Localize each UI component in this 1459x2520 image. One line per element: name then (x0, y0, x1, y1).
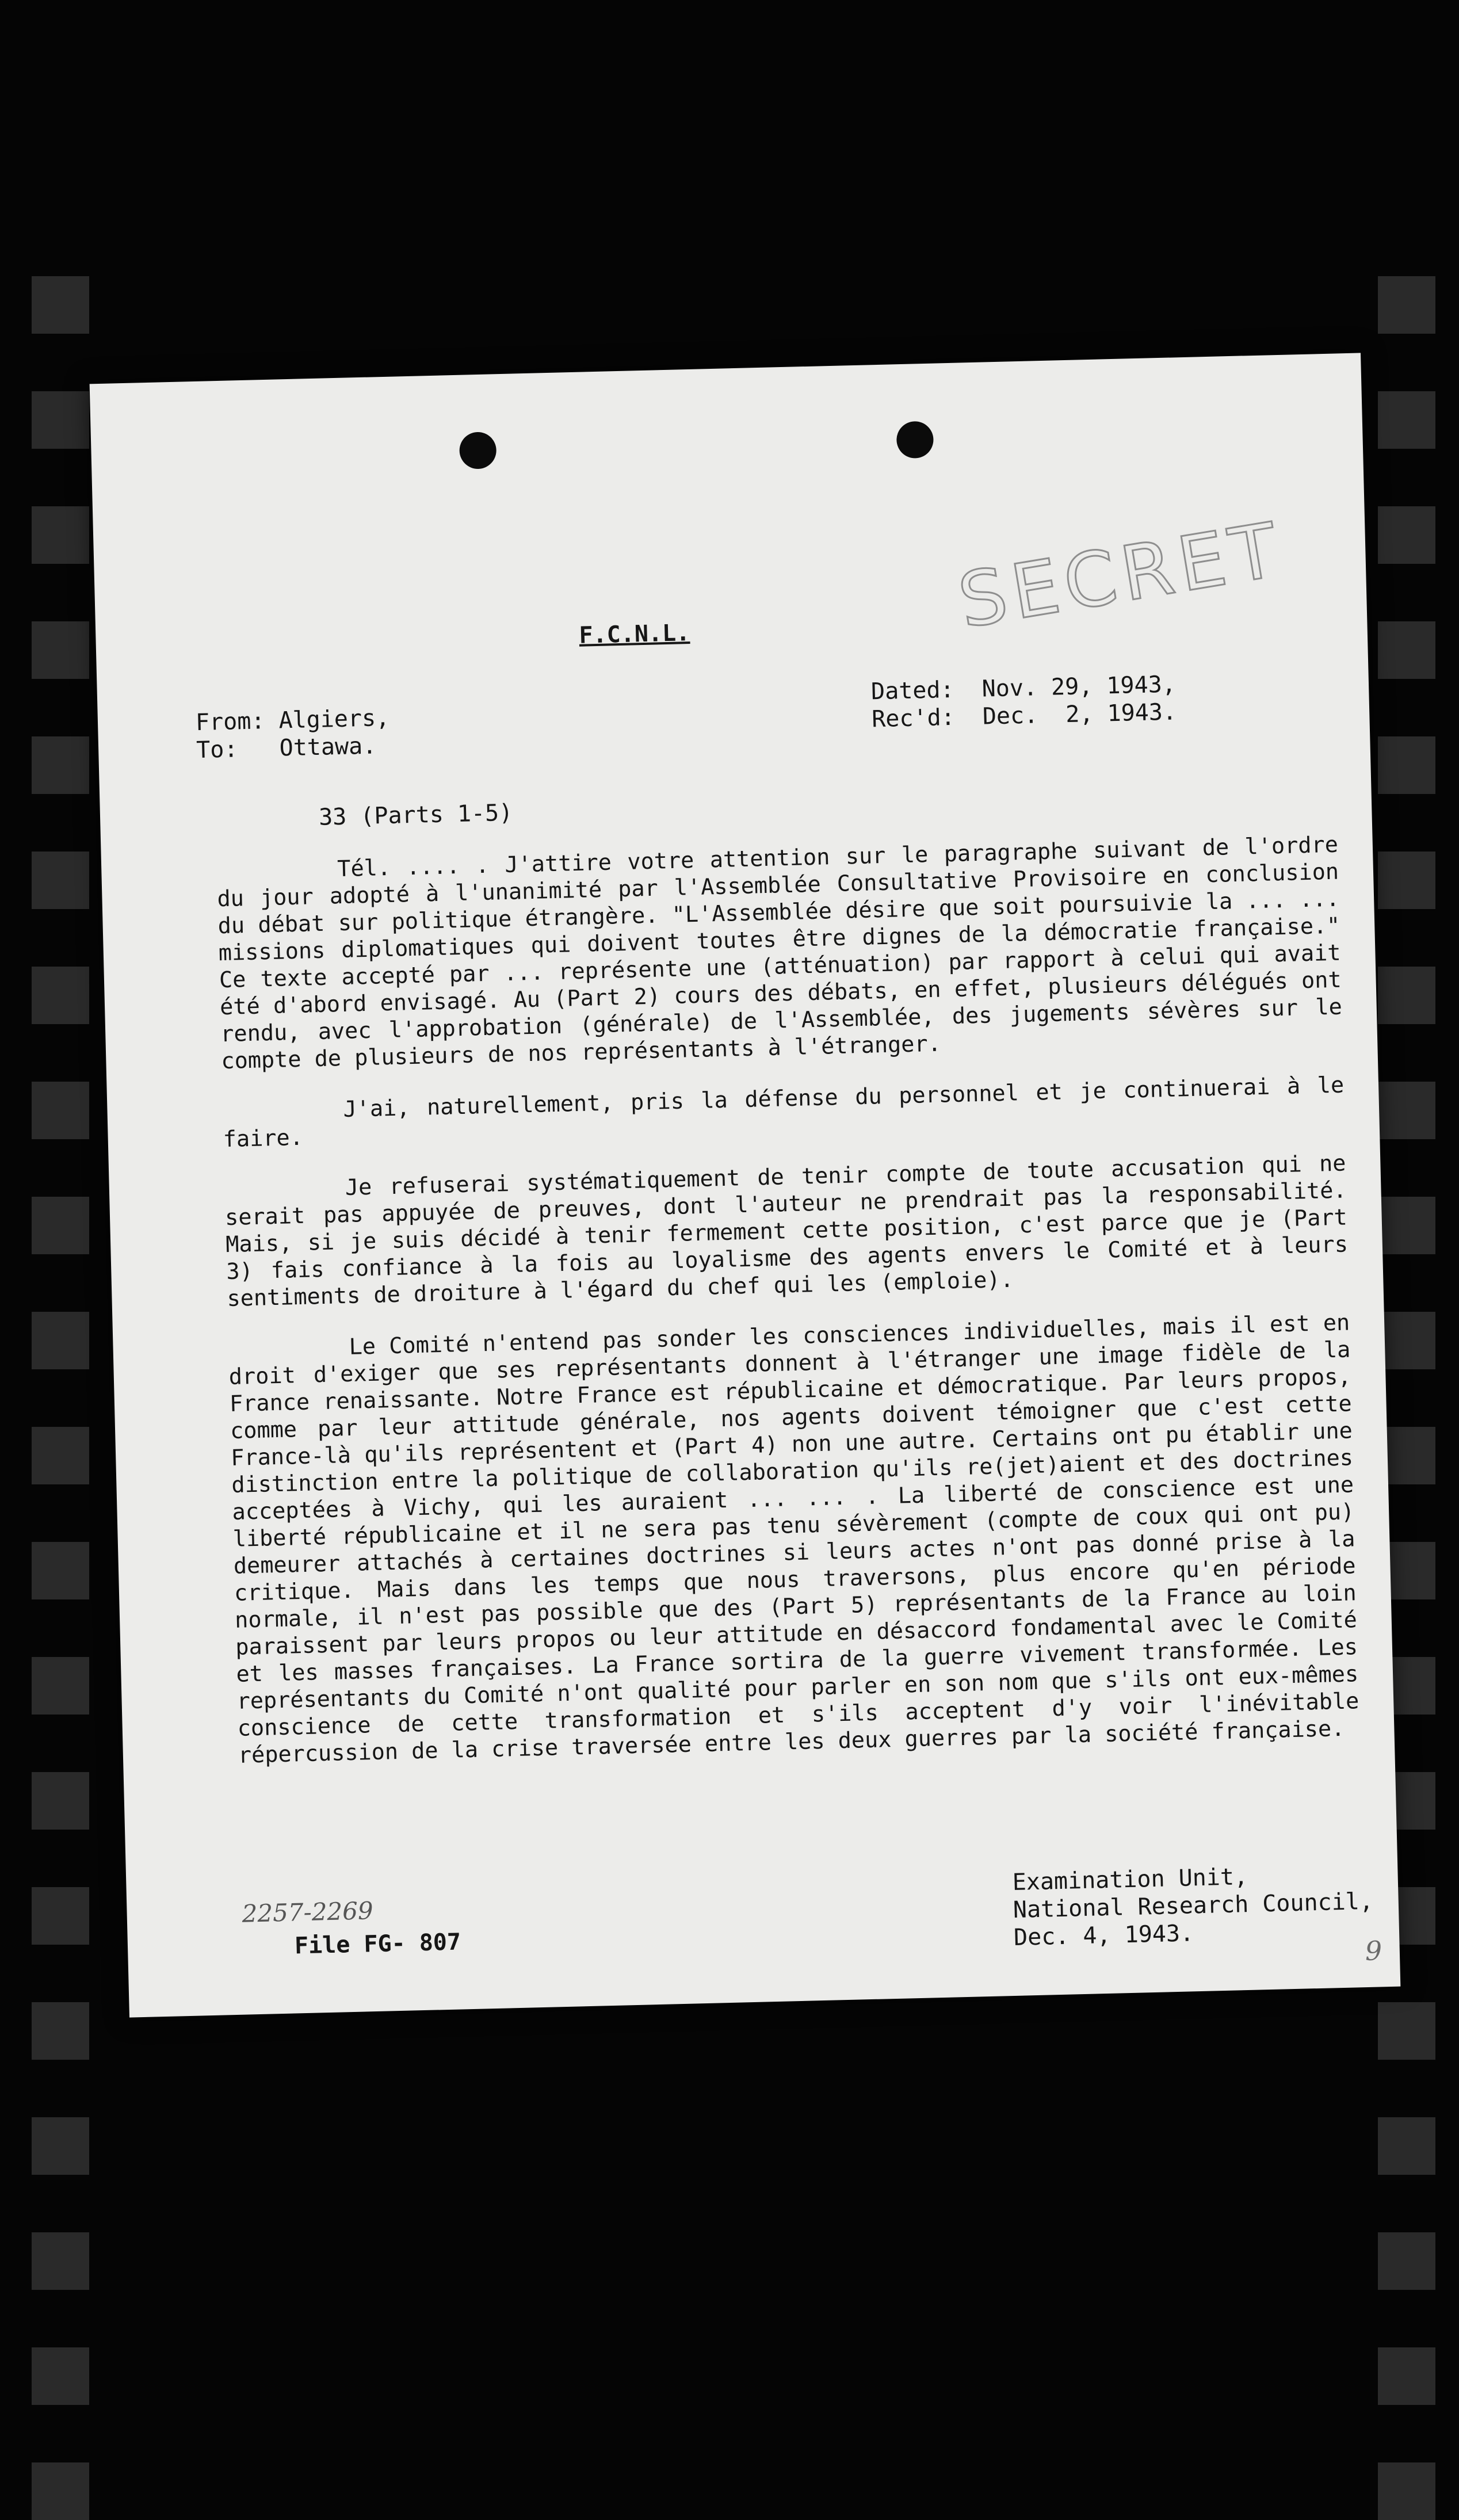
film-sprocket (32, 1887, 89, 1945)
film-sprocket (32, 852, 89, 909)
from-line (196, 705, 390, 736)
film-sprocket (1378, 1082, 1435, 1139)
film-sprocket (32, 1312, 89, 1369)
film-sprocket (32, 1772, 89, 1830)
signature-line-2: National Research Council, (1013, 1888, 1374, 1923)
paragraph: Tél. .... . J'attire votre attention sur le paragraphe suivant de l'ordre du jour adopté à l'unanimité par l'Assemblée Consultative Provisoire en conclusion du débat sur politique étrangère. "L'Assemblée désire que soit poursuivie la ... ... missions diplomatiques qui doivent toutes être dignes de la démocratie française." Ce texte accepté par ... représente une (atténuation) par rapport à celui qui avait été d'abord envisagé. Au (Part 2) cours des débats, en effet, plusieurs délégués ont rendu, avec l'approbation (générale) de l'Assemblée, des jugements sévères sur le compte de plusieurs de nos représentants à l'étranger. (217, 831, 1343, 1075)
film-sprocket (32, 1082, 89, 1139)
film-sprocket (32, 1427, 89, 1484)
document-page (90, 353, 1401, 2017)
film-sprocket (1378, 2117, 1435, 2175)
film-sprocket (32, 2462, 89, 2520)
film-sprocket (1378, 2002, 1435, 2060)
from-label: From: (195, 708, 266, 736)
message-id: 33 (Parts 1-5) (318, 799, 513, 831)
signature-line-1: Examination Unit, (1012, 1864, 1248, 1896)
film-sprocket (32, 506, 89, 564)
to-line (196, 732, 377, 763)
film-sprocket (1378, 1197, 1435, 1254)
document-title: F.C.N.L. (579, 620, 690, 649)
punch-hole (896, 421, 934, 459)
film-sprocket (32, 276, 89, 334)
film-sprocket (1378, 2462, 1435, 2520)
film-sprocket (32, 1657, 89, 1715)
film-sprocket (32, 736, 89, 794)
dated-label: Dated: (870, 676, 955, 705)
secret-stamp: SECRET (952, 505, 1289, 646)
film-sprocket (32, 967, 89, 1024)
film-sprocket (1378, 967, 1435, 1024)
received-value: Dec. 2, 1943. (982, 698, 1177, 730)
film-sprocket (1378, 506, 1435, 564)
film-sprocket (1378, 2347, 1435, 2405)
film-sprocket (32, 2002, 89, 2060)
film-sprocket (1378, 2232, 1435, 2290)
film-sprocket (32, 1542, 89, 1599)
to-value: Ottawa. (279, 732, 377, 762)
film-sprocket (32, 621, 89, 679)
paragraph: J'ai, naturellement, pris la défense du personnel et je continuerai à le faire. (223, 1072, 1345, 1153)
film-sprocket (32, 1197, 89, 1254)
film-sprocket (1378, 391, 1435, 449)
punch-hole (459, 432, 497, 469)
dated-value: Nov. 29, 1943, (981, 671, 1177, 702)
film-sprocket (1378, 852, 1435, 909)
film-sprocket (32, 391, 89, 449)
film-sprocket (1378, 621, 1435, 679)
film-strip-right (1378, 0, 1435, 2499)
film-sprocket (1378, 276, 1435, 334)
film-sprocket (32, 2117, 89, 2175)
paragraph: Le Comité n'entend pas sonder les consciences individuelles, mais il est en droit d'exiger que ses représentants donnent à l'étranger une image fidèle de la France renaissante. Notre France est républicaine et démocratique. Par leurs propos, comme par leur attitude générale, nos agents doivent témoigner que c'est cette France-là qu'ils représentent et (Part 4) non une autre. Certains ont pu établir une distinction entre la politique de collaboration qu'ils re(jet)aient et des doctrines acceptées à Vichy, qui les auraient ... ... . La liberté de conscience est une liberté républicaine et il ne sera pas tenu sévèrement (compte de coux qui ont pu) demeurer attachés à certaines doctrines si leurs actes n'ont pas donné prise à la critique. Mais dans les temps que nous traversons, plus encore qu'en période normale, il n'est pas possible que des (Part 5) représentants de la France au loin paraissent par leurs propos ou leur attitude en désaccord fondamental avec le Comité et les masses françaises. La France sortira de la guerre vivement transformée. Les représentants du Comité n'ont qualité pour parler en son nom que s'ils ont eux-mêmes conscience de cette transformation et s'ils acceptent d'y voir l'inévitable répercussion de la crise traversée entre les deux guerres par la société française. (228, 1309, 1359, 1769)
film-sprocket (1378, 1312, 1435, 1369)
film-sprocket (1378, 736, 1435, 794)
signature-line-3: Dec. 4, 1943. (1013, 1920, 1194, 1951)
film-sprocket (32, 2347, 89, 2405)
from-value: Algiers, (278, 704, 390, 734)
message-body (216, 831, 1360, 1769)
handwritten-note: 2257-2269 (242, 1896, 374, 1928)
paragraph: Je refuserai systématiquement de tenir compte de toute accusation qui ne serait pas appuyée de preuves, dont l'auteur ne prendrait pas la responsabilité. Mais, si je suis décidé à tenir fermement cette position, c'est parce que je (Part 3) fais confiance à la fois au loyalisme des agents envers le Comité et à leurs sentiments de droiture à l'égard du chef qui les (emploie). (224, 1150, 1349, 1312)
received-label: Rec'd: (871, 704, 956, 733)
film-strip-left (32, 0, 89, 2499)
file-reference: File FG- 807 (294, 1929, 461, 1960)
page-number: 9 (1365, 1935, 1382, 1967)
film-sprocket (32, 2232, 89, 2290)
to-label: To: (196, 736, 239, 764)
